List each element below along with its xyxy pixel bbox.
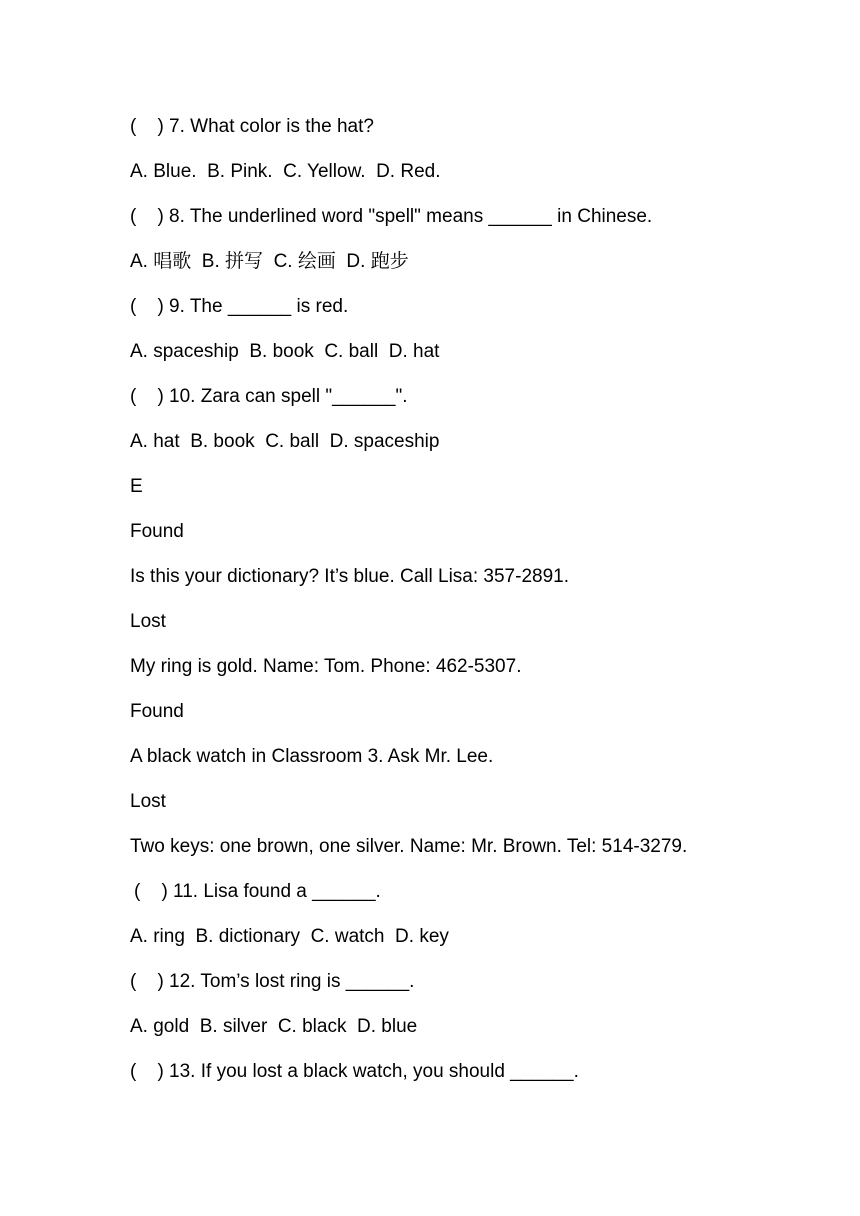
- notice-text-4: Two keys: one brown, one silver. Name: Mr. Brown. Tel: 514-3279.: [130, 836, 688, 857]
- question-9-options: A. spaceship B. book C. ball D. hat: [130, 341, 440, 362]
- question-7: ( ) 7. What color is the hat?: [130, 116, 374, 137]
- question-12-options: A. gold B. silver C. black D. blue: [130, 1016, 418, 1037]
- notice-heading-lost-2: Lost: [130, 791, 166, 812]
- question-10-options: A. hat B. book C. ball D. spaceship: [130, 431, 440, 452]
- question-11: ( ) 11. Lisa found a ______.: [134, 881, 381, 902]
- notice-text-3: A black watch in Classroom 3. Ask Mr. Lee.: [130, 746, 494, 767]
- section-heading-e: E: [130, 476, 143, 497]
- question-10: ( ) 10. Zara can spell "______".: [130, 386, 408, 407]
- question-8: ( ) 8. The underlined word "spell" means ______ in Chinese.: [130, 206, 653, 227]
- notice-heading-found-2: Found: [130, 701, 184, 722]
- document-body: [130, 114, 830, 1104]
- question-12: ( ) 12. Tom’s lost ring is ______.: [130, 971, 415, 992]
- notice-heading-lost-1: Lost: [130, 611, 166, 632]
- question-7-options: A. Blue. B. Pink. C. Yellow. D. Red.: [130, 161, 441, 182]
- notice-heading-found-1: Found: [130, 521, 184, 542]
- question-9: ( ) 9. The ______ is red.: [130, 296, 349, 317]
- question-11-options: A. ring B. dictionary C. watch D. key: [130, 926, 449, 947]
- notice-text-1: Is this your dictionary? It’s blue. Call Lisa: 357-2891.: [130, 566, 569, 587]
- question-8-options: A. 唱歌 B. 拼写 C. 绘画 D. 跑步: [130, 251, 409, 272]
- question-13: ( ) 13. If you lost a black watch, you should ______.: [130, 1061, 579, 1082]
- notice-text-2: My ring is gold. Name: Tom. Phone: 462-5307.: [130, 656, 522, 677]
